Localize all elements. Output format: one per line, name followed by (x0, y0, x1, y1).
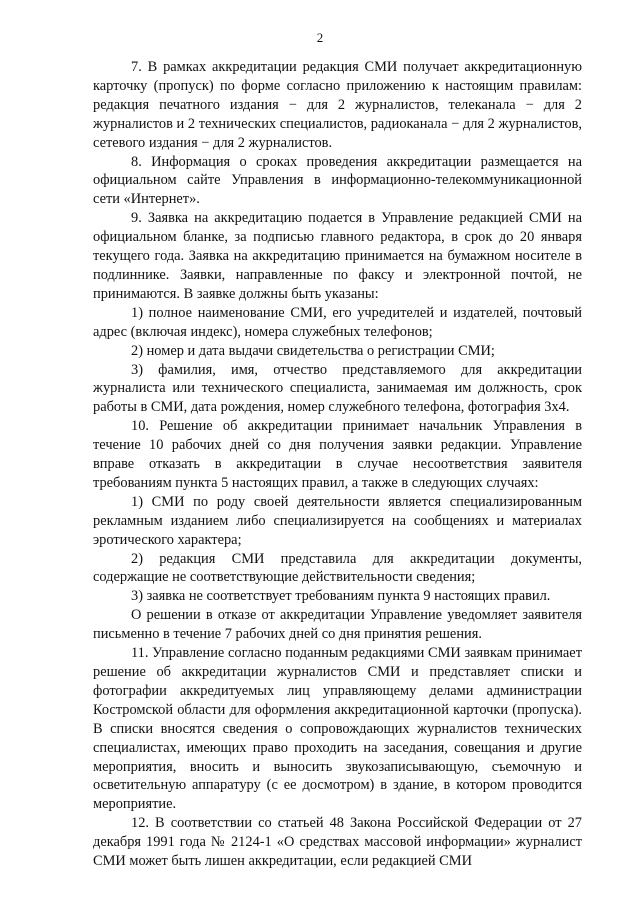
paragraph-9: 9. Заявка на аккредитацию подается в Управление редакцией СМИ на официальном бланке, за подписью главного редактора, в срок до 20 января текущего года. Заявка на аккредитацию принимается на бумажном носителе в подлиннике. Заявки, направленные по факсу и электронной почтой, не принимаются. В заявке должны быть указаны: (93, 210, 582, 302)
paragraph-10-item-1: 1) СМИ по роду своей деятельности является специализированным рекламным изданием либо специализируется на сообщениях и материалах эротического характера; (93, 493, 582, 548)
paragraph-11: 11. Управление согласно поданным редакциями СМИ заявкам принимает решение об аккредитации журналистов СМИ и представляет списки и фотографии аккредитуемых лиц управляющему делами администрации Костромской области для оформления аккредитационной карточки (пропуска). В списки вносятся сведения о сопровождающих журналистов технических специалистах, имеющих право проходить на заседания, совещания и другие мероприятия, вносить и выносить звукозаписывающую, съемочную и осветительную аппаратуру (с ее досмотром) в здание, в котором проводится мероприятие. (93, 645, 582, 813)
paragraph-7: 7. В рамках аккредитации редакция СМИ получает аккредитационную карточку (пропуск) по форме согласно приложению к настоящим правилам: редакция печатного издания − для 2 журналистов, телеканала − для 2 журналистов и 2 технических специалистов, радиоканала − для 2 журналистов, сетевого издания − для 2 журналистов. (93, 59, 582, 151)
paragraph-10-item-2: 2) редакция СМИ представила для аккредитации документы, содержащие не соответствующие действительности сведения; (93, 550, 582, 586)
paragraph-12: 12. В соответствии со статьей 48 Закона Российской Федерации от 27 декабря 1991 года № 2124-1 «О средствах массовой информации» журналист СМИ может быть лишен аккредитации, если редакцией СМИ (93, 815, 582, 870)
paragraph-9-item-1: 1) полное наименование СМИ, его учредителей и издателей, почтовый адрес (включая индекс), номера служебных телефонов; (93, 304, 582, 340)
document-body (93, 58, 582, 871)
paragraph-9-item-3: 3) фамилия, имя, отчество представляемого для аккредитации журналиста или технического специалиста, занимаемая им должность, срок работы в СМИ, дата рождения, номер служебного телефона, фотография 3х4. (93, 361, 582, 416)
paragraph-8: 8. Информация о сроках проведения аккредитации размещается на официальном сайте Управления в информационно-телекоммуникационной сети «Интернет». (93, 153, 582, 208)
paragraph-10-refusal-notice: О решении в отказе от аккредитации Управление уведомляет заявителя письменно в течение 7 рабочих дней со дня принятия решения. (93, 607, 582, 643)
paragraph-10-item-3: 3) заявка не соответствует требованиям пункта 9 настоящих правил. (131, 588, 551, 605)
paragraph-10: 10. Решение об аккредитации принимает начальник Управления в течение 10 рабочих дней со дня получения заявки редакции. Управление вправе отказать в аккредитации в случае несоответствия заявителя требованиям пункта 5 настоящих правил, а также в следующих случаях: (93, 418, 582, 491)
page-number: 2 (316, 30, 324, 45)
paragraph-9-item-2: 2) номер и дата выдачи свидетельства о регистрации СМИ; (131, 342, 495, 359)
